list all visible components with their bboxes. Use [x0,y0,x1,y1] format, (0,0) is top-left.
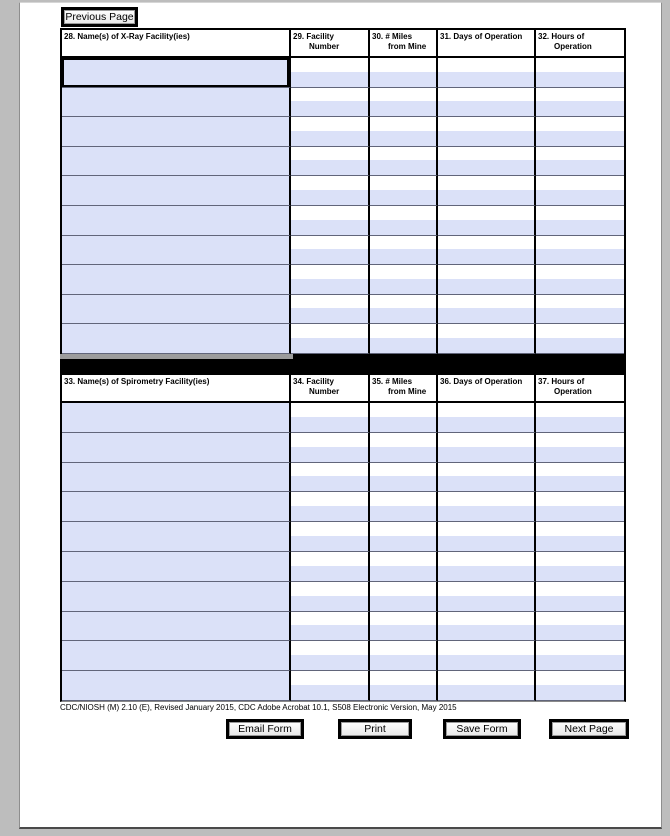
xray-miles-from-mine-input[interactable] [370,131,436,146]
table-cell [62,671,291,701]
spirometry-hours-of-operation-input[interactable] [536,476,624,491]
spirometry-miles-from-mine-input[interactable] [370,417,436,432]
table-row [62,117,624,147]
table-cell [438,117,536,147]
table-cell [438,522,536,552]
save-form-button[interactable]: Save Form [443,719,521,739]
spirometry-days-of-operation-input[interactable] [438,655,534,670]
xray-name-input[interactable] [62,88,289,117]
table-cell [370,671,438,701]
table-cell [291,88,370,118]
table-row [62,403,624,433]
table-cell [536,147,624,177]
table-cell [370,641,438,671]
xray-name-input[interactable] [62,236,289,265]
table-cell [536,463,624,493]
column-header-hours-of-operation [536,375,624,401]
table-cell [536,403,624,433]
table-cell [438,88,536,118]
table-cell [62,463,291,493]
xray-facility-number-input[interactable] [291,190,368,205]
table-row [62,522,624,552]
table-cell [62,324,291,354]
spirometry-facility-number-input[interactable] [291,685,368,700]
table-cell [291,236,370,266]
table-cell [536,492,624,522]
xray-days-of-operation-input[interactable] [438,279,534,294]
table-row [62,295,624,325]
table-body [62,403,624,701]
table-cell [62,641,291,671]
table-row [62,641,624,671]
column-header-label: 31. Days of Operation [440,32,523,41]
table-cell [370,582,438,612]
table-cell [438,463,536,493]
table-cell [536,324,624,354]
email-form-button[interactable]: Email Form [226,719,304,739]
table-cell [536,671,624,701]
spirometry-hours-of-operation-input[interactable] [536,506,624,521]
table-cell [62,582,291,612]
xray-hours-of-operation-input[interactable] [536,279,624,294]
xray-hours-of-operation-input[interactable] [536,101,624,116]
xray-hours-of-operation-input[interactable] [536,160,624,175]
table-cell [370,88,438,118]
table-cell [291,117,370,147]
xray-miles-from-mine-input[interactable] [370,190,436,205]
table-cell [536,641,624,671]
xray-hours-of-operation-input[interactable] [536,131,624,146]
spirometry-miles-from-mine-input[interactable] [370,536,436,551]
xray-facility-number-input[interactable] [291,220,368,235]
table-cell [62,295,291,325]
table-cell [62,612,291,642]
column-header-facility-number [291,30,370,56]
table-cell [291,582,370,612]
spirometry-name-input[interactable] [62,492,289,521]
table-row [62,433,624,463]
xray-days-of-operation-input[interactable] [438,72,534,87]
spirometry-hours-of-operation-input[interactable] [536,685,624,700]
table-row [62,58,624,88]
table-cell [291,641,370,671]
table-row [62,582,624,612]
table-cell [370,147,438,177]
table-cell [370,492,438,522]
xray-facility-number-input[interactable] [291,249,368,264]
spirometry-facility-number-input[interactable] [291,655,368,670]
spirometry-name-input[interactable] [62,641,289,670]
xray-hours-of-operation-input[interactable] [536,308,624,323]
table-row [62,324,624,354]
column-header-label: 30. # Miles [372,32,413,41]
table-header-row [62,28,624,58]
table-row [62,88,624,118]
spirometry-name-input[interactable] [62,433,289,462]
table-cell [370,58,438,88]
spirometry-facility-number-input[interactable] [291,447,368,462]
print-button[interactable]: Print [338,719,412,739]
column-header-miles-from-mine [370,30,438,56]
column-header-label: 29. Facility [293,32,334,41]
table-cell [438,58,536,88]
xray-days-of-operation-input[interactable] [438,338,534,353]
spirometry-name-input[interactable] [62,582,289,611]
table-row [62,147,624,177]
table-cell [291,265,370,295]
xray-facility-number-input[interactable] [291,101,368,116]
table-cell [536,522,624,552]
xray-miles-from-mine-input[interactable] [370,338,436,353]
spirometry-facility-number-input[interactable] [291,476,368,491]
spirometry-name-input[interactable] [62,463,289,492]
table-cell [536,433,624,463]
table-cell [370,552,438,582]
table-cell [536,552,624,582]
table-cell [62,403,291,433]
table-cell [438,295,536,325]
table-cell [438,552,536,582]
spirometry-hours-of-operation-input[interactable] [536,536,624,551]
table-cell [62,265,291,295]
table-cell [438,236,536,266]
table-cell [438,176,536,206]
table-row [62,492,624,522]
table-cell [62,492,291,522]
table-cell [291,492,370,522]
column-header-spirometry-name [62,375,291,401]
table-cell [291,176,370,206]
column-header-xray-name [62,30,291,56]
table-cell [62,522,291,552]
table-cell [62,236,291,266]
column-header-hours-of-operation [536,30,624,56]
table-cell [370,433,438,463]
spirometry-miles-from-mine-input[interactable] [370,625,436,640]
spirometry-name-input[interactable] [62,403,289,432]
table-cell [291,58,370,88]
spirometry-name-input[interactable] [62,522,289,551]
column-header-label: 28. Name(s) of X-Ray Facility(ies) [64,32,190,41]
table-cell [62,147,291,177]
table-cell [370,206,438,236]
spirometry-name-input[interactable] [62,612,289,641]
xray-facility-number-input[interactable] [291,338,368,353]
column-header-label: 35. # Miles [372,377,413,386]
table-cell [370,403,438,433]
xray-name-input[interactable] [62,147,289,176]
table-cell [536,176,624,206]
table-row [62,552,624,582]
xray-days-of-operation-input[interactable] [438,101,534,116]
table-body [62,58,624,354]
xray-miles-from-mine-input[interactable] [370,220,436,235]
xray-name-input[interactable] [62,206,289,235]
spirometry-days-of-operation-input[interactable] [438,596,534,611]
table-cell [291,433,370,463]
xray-miles-from-mine-input[interactable] [370,160,436,175]
spirometry-facilities-table [60,373,626,702]
xray-days-of-operation-input[interactable] [438,160,534,175]
spirometry-facility-number-input[interactable] [291,506,368,521]
xray-miles-from-mine-input[interactable] [370,101,436,116]
table-cell [438,492,536,522]
spirometry-hours-of-operation-input[interactable] [536,625,624,640]
column-header-label: Operation [554,42,592,51]
table-cell [291,463,370,493]
xray-miles-from-mine-input[interactable] [370,72,436,87]
spirometry-miles-from-mine-input[interactable] [370,655,436,670]
xray-facility-number-input[interactable] [291,131,368,146]
table-cell [291,295,370,325]
table-cell [536,265,624,295]
spirometry-days-of-operation-input[interactable] [438,625,534,640]
column-header-label: 32. Hours of [538,32,585,41]
table-cell [536,206,624,236]
spirometry-hours-of-operation-input[interactable] [536,566,624,581]
table-cell [370,295,438,325]
table-cell [291,522,370,552]
column-header-label: 33. Name(s) of Spirometry Facility(ies) [64,377,210,386]
spirometry-hours-of-operation-input[interactable] [536,417,624,432]
xray-facility-number-input[interactable] [291,160,368,175]
spirometry-facility-number-input[interactable] [291,566,368,581]
column-header-facility-number [291,375,370,401]
xray-facilities-table [60,28,626,354]
table-cell [62,206,291,236]
xray-days-of-operation-input[interactable] [438,131,534,146]
xray-name-input[interactable] [62,265,289,294]
spirometry-hours-of-operation-input[interactable] [536,447,624,462]
xray-miles-from-mine-input[interactable] [370,308,436,323]
spirometry-name-input[interactable] [62,671,289,700]
column-header-label: from Mine [388,42,427,51]
table-cell [62,117,291,147]
table-cell [536,295,624,325]
column-header-label: Number [309,387,340,396]
table-cell [438,206,536,236]
table-cell [438,433,536,463]
spirometry-days-of-operation-input[interactable] [438,417,534,432]
spirometry-miles-from-mine-input[interactable] [370,476,436,491]
spirometry-facility-number-input[interactable] [291,536,368,551]
table-cell [536,58,624,88]
table-cell [438,641,536,671]
table-cell [370,612,438,642]
table-cell [370,117,438,147]
table-cell [291,612,370,642]
xray-facility-number-input[interactable] [291,279,368,294]
spirometry-days-of-operation-input[interactable] [438,447,534,462]
table-row [62,176,624,206]
table-row [62,463,624,493]
xray-miles-from-mine-input[interactable] [370,249,436,264]
xray-days-of-operation-input[interactable] [438,190,534,205]
xray-days-of-operation-input[interactable] [438,308,534,323]
table-cell [370,463,438,493]
table-cell [438,265,536,295]
table-cell [291,552,370,582]
table-cell [438,671,536,701]
xray-name-input[interactable] [62,295,289,324]
table-row [62,671,624,701]
spirometry-days-of-operation-input[interactable] [438,506,534,521]
table-cell [291,324,370,354]
xray-miles-from-mine-input[interactable] [370,279,436,294]
table-cell [62,552,291,582]
spirometry-miles-from-mine-input[interactable] [370,685,436,700]
table-row [62,612,624,642]
spirometry-hours-of-operation-input[interactable] [536,596,624,611]
table-cell [62,433,291,463]
table-cell [370,265,438,295]
table-cell [438,612,536,642]
form-page [19,2,662,829]
column-header-label: Number [309,42,340,51]
table-cell [536,612,624,642]
spirometry-name-input[interactable] [62,552,289,581]
table-cell [62,88,291,118]
spirometry-days-of-operation-input[interactable] [438,536,534,551]
table-cell [536,88,624,118]
xray-name-input[interactable] [62,176,289,205]
column-header-label: 34. Facility [293,377,334,386]
xray-facility-number-input[interactable] [291,72,368,87]
spirometry-facility-number-input[interactable] [291,625,368,640]
table-header-row [62,373,624,403]
previous-page-button[interactable]: Previous Page [61,7,138,27]
xray-name-input[interactable] [62,58,289,87]
table-cell [291,206,370,236]
table-cell [536,582,624,612]
xray-hours-of-operation-input[interactable] [536,338,624,353]
table-row [62,265,624,295]
spirometry-miles-from-mine-input[interactable] [370,506,436,521]
next-page-button[interactable]: Next Page [549,719,629,739]
form-version-note: CDC/NIOSH (M) 2.10 (E), Revised January 2015, CDC Adobe Acrobat 10.1, S508 Electronic Version, May 2015 [60,703,457,712]
xray-days-of-operation-input[interactable] [438,249,534,264]
table-cell [438,147,536,177]
column-header-label: Operation [554,387,592,396]
spirometry-hours-of-operation-input[interactable] [536,655,624,670]
table-cell [370,176,438,206]
spirometry-miles-from-mine-input[interactable] [370,566,436,581]
spirometry-days-of-operation-input[interactable] [438,685,534,700]
column-header-label: 36. Days of Operation [440,377,523,386]
xray-hours-of-operation-input[interactable] [536,249,624,264]
table-cell [536,117,624,147]
table-cell [291,403,370,433]
table-cell [370,522,438,552]
xray-hours-of-operation-input[interactable] [536,72,624,87]
column-header-days-of-operation [438,375,536,401]
table-cell [62,176,291,206]
column-header-label: from Mine [388,387,427,396]
xray-name-input[interactable] [62,117,289,146]
table-row [62,206,624,236]
table-cell [438,403,536,433]
xray-hours-of-operation-input[interactable] [536,190,624,205]
table-cell [62,58,291,88]
column-header-miles-from-mine [370,375,438,401]
xray-facility-number-input[interactable] [291,308,368,323]
xray-name-input[interactable] [62,324,289,353]
spirometry-days-of-operation-input[interactable] [438,566,534,581]
spirometry-facility-number-input[interactable] [291,417,368,432]
table-cell [291,147,370,177]
spirometry-miles-from-mine-input[interactable] [370,447,436,462]
table-cell [370,236,438,266]
column-header-days-of-operation [438,30,536,56]
table-cell [438,582,536,612]
spirometry-days-of-operation-input[interactable] [438,476,534,491]
spirometry-miles-from-mine-input[interactable] [370,596,436,611]
column-header-label: 37. Hours of [538,377,585,386]
xray-days-of-operation-input[interactable] [438,220,534,235]
table-cell [370,324,438,354]
table-cell [536,236,624,266]
section-divider-gray-strip [60,354,293,359]
table-cell [291,671,370,701]
xray-hours-of-operation-input[interactable] [536,220,624,235]
spirometry-facility-number-input[interactable] [291,596,368,611]
table-row [62,236,624,266]
table-cell [438,324,536,354]
section-divider-bar [60,354,626,373]
